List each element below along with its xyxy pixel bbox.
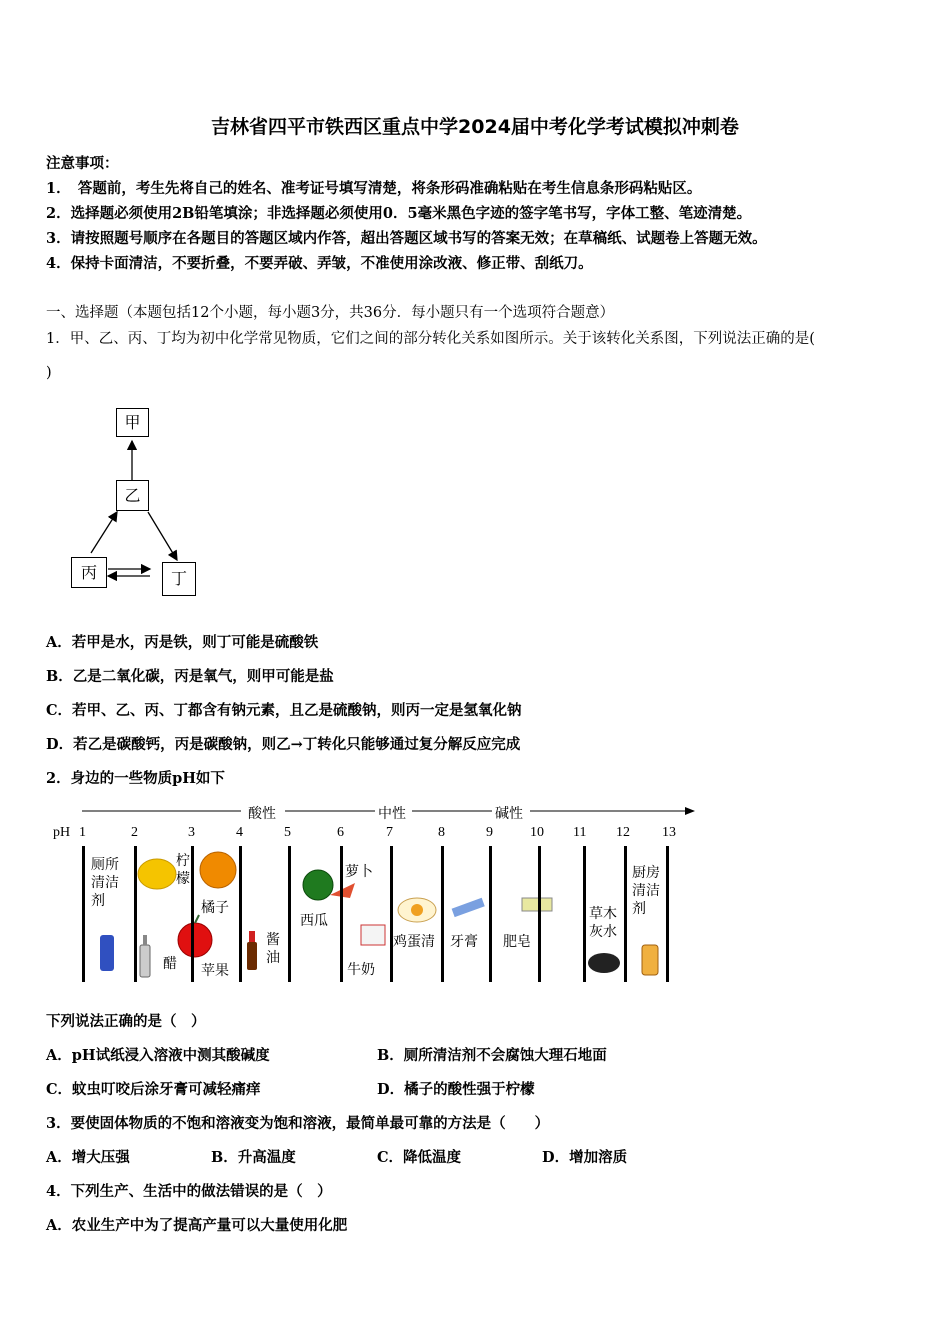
neutral-label: 中性: [378, 806, 406, 822]
section-heading: 一、选择题（本题包括12个小题，每小题3分，共36分．每小题只有一个选项符合题意）: [46, 305, 615, 321]
ph-line-6: [340, 846, 343, 982]
ph-line-5: [288, 846, 291, 982]
q2-question: 下列说法正确的是（ ）: [46, 1013, 206, 1030]
tick-13: 13: [662, 825, 676, 840]
q1-stem: 1．甲、乙、丙、丁均为初中化学常见物质，它们之间的部分转化关系如图所示。关于该转化关系图，下列说法正确的是(: [46, 331, 815, 347]
kitchen-cleaner-image: [642, 945, 658, 975]
tick-2: 2: [131, 825, 138, 840]
q2-option-a: A．pH试纸浸入溶液中测其酸碱度: [46, 1047, 270, 1064]
node-ding: 丁: [162, 562, 196, 596]
tick-11: 11: [573, 825, 587, 840]
ph-line-12: [624, 846, 627, 982]
egg-label: 鸡蛋清: [393, 934, 435, 950]
q1-option-c: C．若甲、乙、丙、丁都含有钠元素，且乙是硫酸钠，则丙一定是氢氧化钠: [46, 702, 522, 719]
node-bing: 丙: [71, 557, 107, 588]
ph-line-7: [390, 846, 393, 982]
watermelon-label: 西瓜: [300, 913, 328, 929]
ph-line-11: [583, 846, 586, 982]
kitchen-cleaner-label: 厨房清洁剂: [632, 865, 660, 917]
notice-item-3: 3．请按照题号顺序在各题目的答题区域内作答，超出答题区域书写的答案无效；在草稿纸、试题卷上答题无效。: [46, 230, 767, 247]
q1-option-d: D．若乙是碳酸钙，丙是碳酸钠，则乙→丁转化只能够通过复分解反应完成: [46, 736, 521, 753]
q1-option-a: A．若甲是水，丙是铁，则丁可能是硫酸铁: [46, 634, 319, 651]
ph-line-13: [666, 846, 669, 982]
acid-label: 酸性: [248, 806, 276, 822]
tick-12: 12: [616, 825, 630, 840]
apple-image: [178, 923, 212, 957]
ash-water-image: [588, 953, 620, 973]
milk-label: 牛奶: [347, 962, 375, 978]
tick-8: 8: [438, 825, 445, 840]
ash-water-label: 草木灰水: [589, 906, 617, 940]
lemon-label: 柠檬: [176, 853, 190, 887]
node-jia: 甲: [116, 408, 149, 437]
ph-axis-label: pH: [53, 825, 71, 840]
soy-sauce-label: 酱油: [266, 932, 280, 966]
q1-option-b: B．乙是二氧化碳，丙是氧气，则甲可能是盐: [46, 668, 334, 685]
notice-item-4: 4．保持卡面清洁，不要折叠，不要弄破、弄皱，不准使用涂改液、修正带、刮纸刀。: [46, 255, 593, 272]
ph-line-2: [134, 846, 137, 982]
tick-4: 4: [236, 825, 243, 840]
q2-option-d: D．橘子的酸性强于柠檬: [377, 1081, 535, 1098]
tick-3: 3: [188, 825, 195, 840]
toothpaste-label: 牙膏: [450, 934, 478, 950]
q3-option-b: B．升高温度: [211, 1149, 296, 1166]
q1-stem-end: ): [46, 365, 52, 381]
q4-option-a: A．农业生产中为了提高产量可以大量使用化肥: [46, 1217, 348, 1234]
ph-line-8: [441, 846, 444, 982]
apple-stem: [195, 915, 199, 923]
soy-sauce-image: [247, 942, 257, 970]
egg-yolk: [411, 904, 423, 916]
q3-option-c: C．降低温度: [377, 1149, 462, 1166]
ph-line-10: [538, 846, 541, 982]
ph-line-9: [489, 846, 492, 982]
tick-10: 10: [530, 825, 544, 840]
q3-stem: 3．要使固体物质的不饱和溶液变为饱和溶液，最简单最可靠的方法是（ ）: [46, 1115, 550, 1132]
vinegar-image: [140, 945, 150, 977]
soap-image: [522, 898, 552, 911]
apple-label: 苹果: [201, 963, 229, 979]
tick-1: 1: [79, 825, 86, 840]
tick-7: 7: [386, 825, 393, 840]
toilet-cleaner-image: [100, 935, 114, 971]
notice-heading: 注意事项：: [46, 155, 119, 172]
q4-stem: 4．下列生产、生活中的做法错误的是（ ）: [46, 1183, 332, 1200]
ph-line-4: [239, 846, 242, 982]
radish-label: 萝卜: [345, 864, 373, 880]
toilet-cleaner-label: 厕所清洁剂: [91, 857, 119, 909]
node-yi: 乙: [116, 480, 149, 511]
q2-option-b: B．厕所清洁剂不会腐蚀大理石地面: [377, 1047, 607, 1064]
watermelon-image: [303, 870, 333, 900]
tick-6: 6: [337, 825, 344, 840]
ph-line-1: [82, 846, 85, 982]
page-title: 吉林省四平市铁西区重点中学2024届中考化学考试模拟冲刺卷: [211, 116, 739, 138]
base-label: 碱性: [495, 806, 523, 822]
vinegar-label: 醋: [163, 956, 177, 972]
q2-stem: 2．身边的一些物质pH如下: [46, 770, 225, 787]
q3-option-d: D．增加溶质: [542, 1149, 628, 1166]
orange-label: 橘子: [201, 900, 229, 916]
q2-option-c: C．蚊虫叮咬后涂牙膏可减轻痛痒: [46, 1081, 261, 1098]
notice-item-1: 1． 答题前，考生先将自己的姓名、准考证号填写清楚，将条形码准确粘贴在考生信息条形码粘贴区。: [46, 180, 702, 197]
lemon-image: [138, 859, 176, 889]
notice-item-2: 2．选择题必须使用2B铅笔填涂；非选择题必须使用0．5毫米黑色字迹的签字笔书写，字体工整、笔迹清楚。: [46, 205, 752, 222]
tick-5: 5: [284, 825, 291, 840]
toothpaste-image: [452, 898, 485, 917]
orange-image: [200, 852, 236, 888]
milk-image: [361, 925, 385, 945]
tick-9: 9: [486, 825, 493, 840]
q3-option-a: A．增大压强: [46, 1149, 130, 1166]
soap-label: 肥皂: [503, 934, 531, 950]
